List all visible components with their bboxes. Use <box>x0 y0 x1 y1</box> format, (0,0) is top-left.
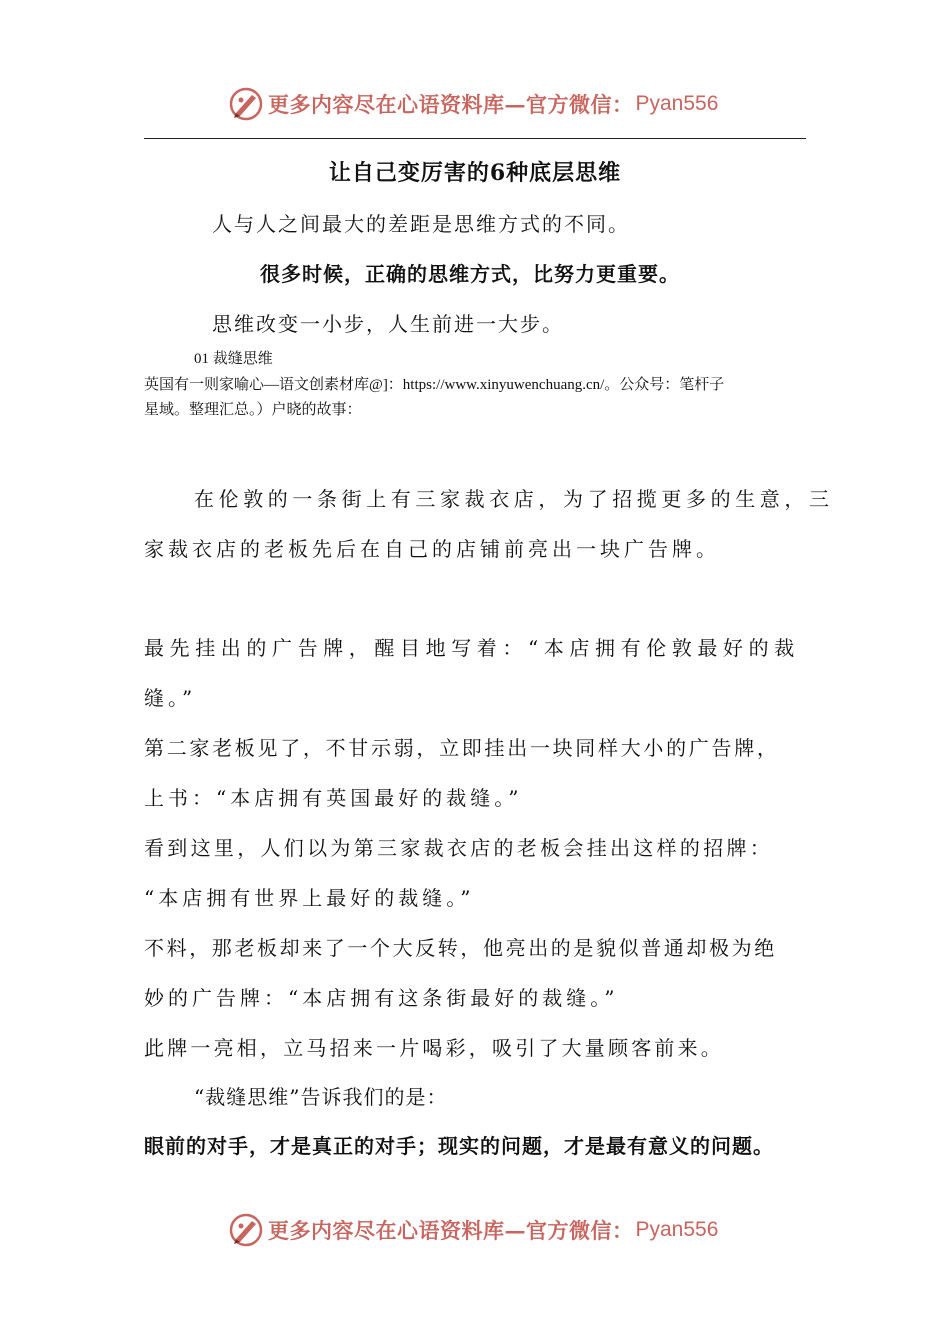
story-p2-line2: 缝。” <box>144 686 197 710</box>
pen-logo-icon <box>228 86 264 122</box>
watermark-text: 更多内容尽在心语资料库—官方微信： <box>268 1218 634 1243</box>
story-p1-line1: 在伦敦的一条街上有三家裁衣店，为了招揽更多的生意，三 <box>194 487 834 511</box>
watermark-wechat-id: Pyan556 <box>635 1218 719 1241</box>
watermark-wechat-id: Pyan556 <box>635 92 719 115</box>
story-p4-line2: “本店拥有世界上最好的裁缝。” <box>144 886 475 910</box>
header-watermark <box>228 84 718 124</box>
section-heading: 01 裁缝思维 <box>194 351 273 367</box>
watermark-text: 更多内容尽在心语资料库—官方微信： <box>268 92 634 117</box>
story-p3-line1: 第二家老板见了，不甘示弱，立即挂出一块同样大小的广告牌， <box>144 736 780 760</box>
story-p2-line1: 最先挂出的广告牌，醒目地写着：“本店拥有伦敦最好的裁 <box>144 636 800 660</box>
source-line-2: 星域。整理汇总。）户晓的故事： <box>144 402 362 418</box>
story-p5-line1: 不料，那老板却来了一个大反转，他亮出的是貌似普通却极为绝 <box>144 936 777 960</box>
story-p7: “裁缝思维”告诉我们的是： <box>194 1085 448 1109</box>
story-p4-line1: 看到这里，人们以为第三家裁衣店的老板会挂出这样的招牌： <box>144 836 774 860</box>
story-p6: 此牌一亮相，立马招来一片喝彩，吸引了大量顾客前来。 <box>144 1036 724 1060</box>
source-line-1: 英国有一则家喻心—语文创素材库@]：https://www.xinyuwenchuang.cn/。公众号：笔杆子 <box>144 377 725 393</box>
story-p3-line2: 上书：“本店拥有英国最好的裁缝。” <box>144 786 523 810</box>
footer-watermark <box>228 1210 718 1250</box>
conclusion: 眼前的对手，才是真正的对手；现实的问题，才是最有意义的问题。 <box>144 1134 774 1158</box>
story-p1-line2: 家裁衣店的老板先后在自己的店铺前亮出一块广告牌。 <box>144 537 720 561</box>
intro-line-1: 人与人之间最大的差距是思维方式的不同。 <box>212 212 630 236</box>
header-divider <box>144 138 806 139</box>
story-p5-line2: 妙的广告牌：“本店拥有这条街最好的裁缝。” <box>144 986 619 1010</box>
pen-logo-icon <box>228 1212 264 1248</box>
intro-line-3: 思维改变一小步，人生前进一大步。 <box>212 312 564 336</box>
page-title: 让自己变厉害的6种底层思维 <box>328 160 622 186</box>
intro-line-2: 很多时候，正确的思维方式，比努力更重要。 <box>260 262 680 286</box>
